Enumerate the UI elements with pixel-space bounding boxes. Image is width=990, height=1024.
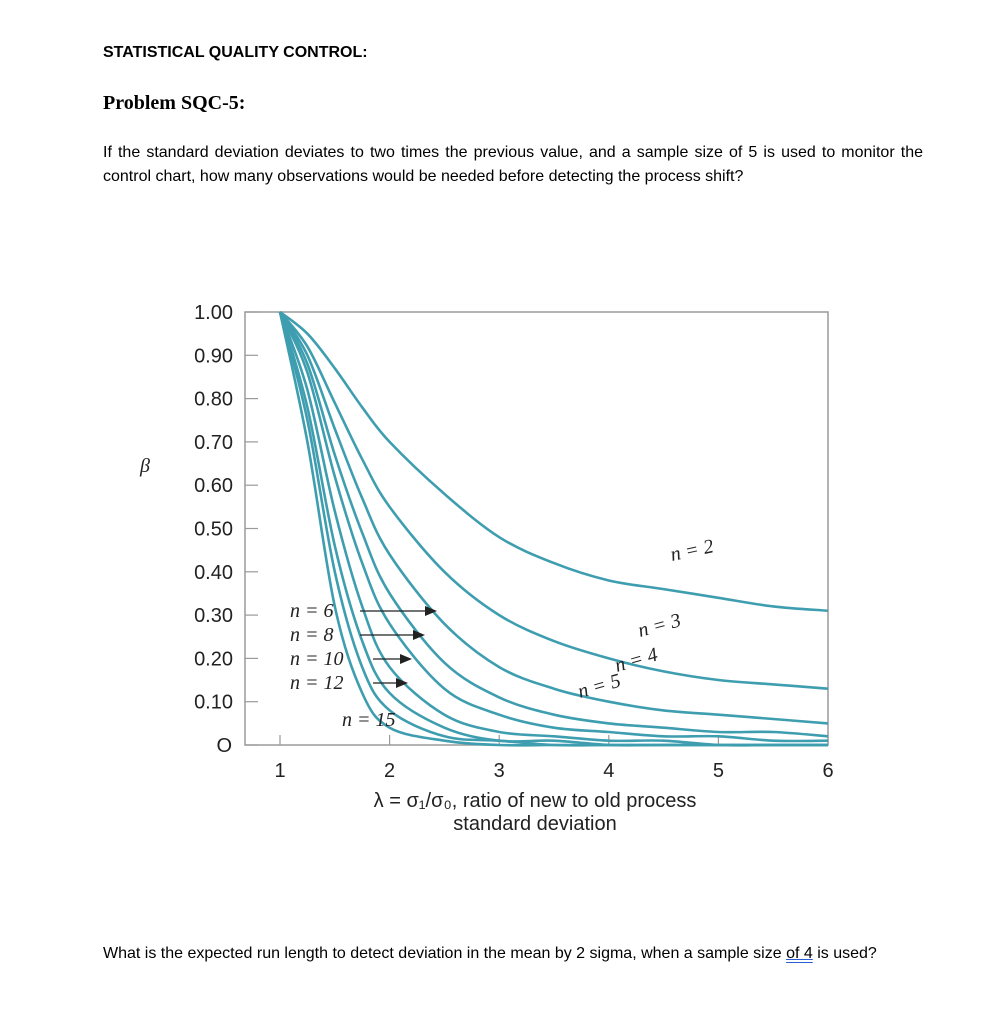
- x-tick-label: 2: [384, 760, 396, 782]
- x-axis-label-line1: λ = σ₁/σ₀, ratio of new to old process: [373, 790, 697, 812]
- curve-label: n = 5: [575, 669, 624, 703]
- x-tick-label: 3: [493, 760, 505, 782]
- question-2-text: What is the expected run length to detect deviation in the mean by 2 sigma, when a sample size: [103, 945, 787, 962]
- curve-n-5: [280, 312, 828, 736]
- curve-n-12: [280, 312, 828, 745]
- curve-label: n = 4: [612, 643, 661, 677]
- y-axis-label: β: [140, 455, 150, 477]
- y-tick-label: 1.00: [194, 302, 233, 324]
- curve-n-10: [280, 312, 828, 745]
- y-tick-label: 0.90: [194, 345, 233, 368]
- y-tick-label: O: [216, 735, 232, 757]
- question-2-tail: is used?: [812, 945, 877, 962]
- curve-n-4: [280, 312, 828, 723]
- curve-n-6: [280, 312, 828, 741]
- curve-label: n = 2: [668, 535, 716, 566]
- y-tick-label: 0.20: [194, 648, 233, 671]
- question-2: [103, 942, 923, 966]
- x-tick-label: 5: [712, 760, 724, 782]
- curve-n-8: [280, 312, 828, 745]
- curve-n-15: [280, 312, 828, 745]
- y-tick-label: 0.80: [194, 388, 233, 411]
- y-tick-label: 0.70: [194, 431, 233, 454]
- curve-label-n15: n = 15: [342, 709, 396, 731]
- x-tick-label: 1: [274, 760, 286, 782]
- arrow-label: n = 12: [290, 672, 344, 694]
- y-tick-label: 0.30: [194, 605, 233, 628]
- arrow-label: n = 10: [290, 648, 344, 670]
- x-tick-label: 6: [822, 760, 834, 782]
- x-axis-label-line2: standard deviation: [453, 813, 617, 835]
- question-2-underlined: of 4: [786, 945, 813, 962]
- document-heading: STATISTICAL QUALITY CONTROL:: [103, 44, 368, 61]
- y-tick-label: 0.10: [194, 691, 233, 714]
- y-tick-label: 0.40: [194, 561, 233, 584]
- curve-label: n = 3: [635, 609, 684, 642]
- y-tick-label: 0.50: [194, 518, 233, 541]
- y-tick-label: 0.60: [194, 475, 233, 498]
- x-tick-label: 4: [603, 760, 615, 782]
- question-1: If the standard deviation deviates to two times the previous value, and a sample size of 5 is used to monitor the control chart, how many observations would be needed before detecting the process shift?: [103, 144, 923, 185]
- problem-title: Problem SQC-5:: [103, 92, 246, 114]
- arrow-label: n = 6: [290, 600, 334, 622]
- arrow-head: [400, 654, 412, 664]
- arrow-label: n = 8: [290, 624, 334, 646]
